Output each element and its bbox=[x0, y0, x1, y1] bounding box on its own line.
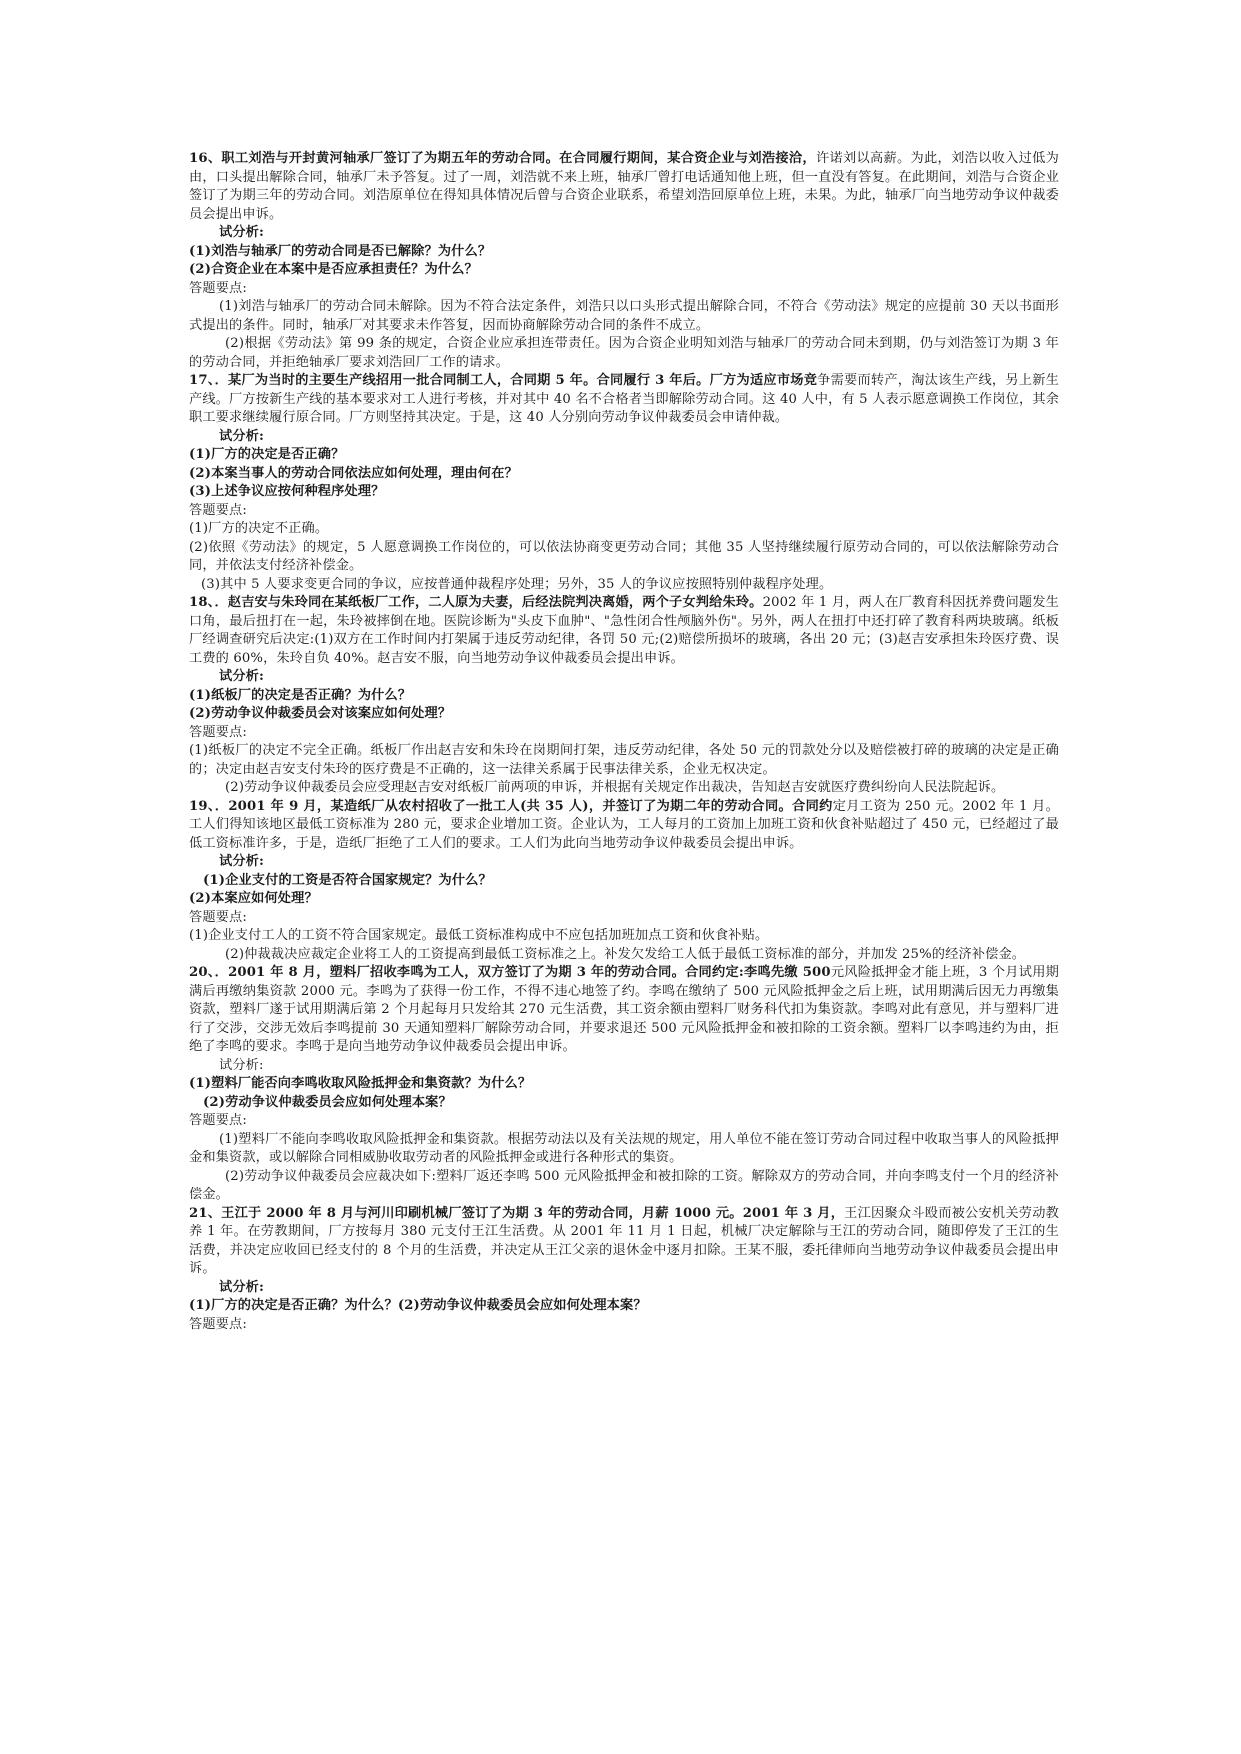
case-21-analysis-label: 试分析: bbox=[219, 1279, 265, 1295]
case-18-answer-2: (2)劳动争议仲裁委员会应受理赵吉安对纸板厂前两项的申诉，并根据有关规定作出裁决，告知赵吉安就医疗费纠纷向人民法院起诉。 bbox=[225, 780, 1005, 795]
case-21-answer-label: 答题要点: bbox=[189, 1316, 247, 1332]
case-16-answer-label: 答题要点: bbox=[189, 280, 247, 296]
case-20-question-1: (1)塑料厂能否向李鸣收取风险抵押金和集资款？为什么？ bbox=[189, 1076, 532, 1091]
case-16-question-1: (1)刘浩与轴承厂的劳动合同是否已解除？为什么？ bbox=[189, 243, 492, 259]
case-17-heading: 17、．某厂为当时的主要生产线招用一批合同制工人，合同期 5 年。合同履行 3 年后。厂方为适应市场竞 bbox=[189, 373, 818, 388]
case-17-answer-label: 答题要点: bbox=[189, 502, 247, 518]
case-17-answer-3: (3)其中 5 人要求变更合同的争议，应按普通仲裁程序处理；另外，35 人的争议应按照特别仲裁程序处理。 bbox=[201, 576, 833, 592]
case-18-question-2: (2)劳动争议仲裁委员会对该案应如何处理？ bbox=[189, 706, 452, 721]
case-17-question-1: (1)厂方的决定是否正确？ bbox=[189, 447, 345, 462]
case-17-statement bbox=[189, 372, 1059, 428]
case-20-answer-label: 答题要点: bbox=[189, 1113, 247, 1128]
case-18-analysis-label: 试分析: bbox=[219, 669, 265, 684]
case-16-answer-2: (2)根据《劳动法》第 99 条的规定，合资企业应承担连带责任。因为合资企业明知刘浩与轴承厂的劳动合同未到期，仍与刘浩签订为期 3 年的劳动合同，并拒绝轴承厂要求刘浩回厂工作的请求。 bbox=[189, 336, 1059, 370]
case-21-statement bbox=[189, 1205, 1059, 1279]
case-19-answer-2: (2)仲裁裁决应裁定企业将工人的工资提高到最低工资标准之上。补发欠发给工人低于最低工资标准的部分，并加发 25%的经济补偿金。 bbox=[225, 946, 1026, 962]
case-17-answer-1: (1)厂方的决定不正确。 bbox=[189, 521, 329, 536]
case-19-answer-1: (1)企业支付工人的工资不符合国家规定。最低工资标准构成中不应包括加班加点工资和伙食补贴。 bbox=[189, 928, 769, 943]
case-16-answer-1: (1)刘浩与轴承厂的劳动合同未解除。因为不符合法定条件，刘浩只以口头形式提出解除合同，不符合《劳动法》规定的应提前 30 天以书面形式提出的条件。同时，轴承厂对其要求未作答复，因而协商解除劳动合同的条件不成立。 bbox=[189, 299, 1059, 333]
case-18-question-1: (1)纸板厂的决定是否正确？为什么？ bbox=[189, 687, 412, 703]
case-20-answer-1: (1)塑料厂不能向李鸣收取风险抵押金和集资款。根据劳动法以及有关法规的规定，用人单位不能在签订劳动合同过程中收取当事人的风险抵押金和集资款，或以解除合同相威胁收取劳动者的风险抵押金或进行各种形式的集资。 bbox=[189, 1131, 1059, 1165]
case-21-heading: 21、王江于 2000 年 8 月与河川印刷机械厂签订了为期 3 年的劳动合同，月薪 1000 元。2001 年 3 月， bbox=[189, 1205, 845, 1221]
case-20-statement bbox=[189, 964, 1059, 1057]
case-20-heading: 20、．2001 年 8 月，塑料厂招收李鸣为工人，双方签订了为期 3 年的劳动合同。合同约定:李鸣先缴 500 bbox=[189, 965, 831, 980]
case-20-analysis-label: 试分析: bbox=[219, 1057, 264, 1073]
case-17-analysis-label: 试分析: bbox=[219, 428, 265, 444]
case-17-question-2: (2)本案当事人的劳动合同依法应如何处理，理由何在？ bbox=[189, 465, 518, 481]
case-17-answer-2: (2)依照《劳动法》的规定，5 人愿意调换工作岗位的，可以依法协商变更劳动合同；其他 35 人坚持继续履行原劳动合同的，可以依法解除劳动合同，并依法支付经济补偿金。 bbox=[189, 539, 1059, 573]
case-21-questions: (1)厂方的决定是否正确？为什么？(2)劳动争议仲裁委员会应如何处理本案？ bbox=[189, 1298, 647, 1313]
case-20-answer-2: (2)劳动争议仲裁委员会应裁决如下:塑料厂返还李鸣 500 元风险抵押金和被扣除的工资。解除双方的劳动合同，并向李鸣支付一个月的经济补偿金。 bbox=[189, 1168, 1059, 1202]
case-16-question-2: (2)合资企业在本案中是否应承担责任？为什么？ bbox=[189, 262, 478, 277]
document-page bbox=[189, 150, 1059, 1334]
case-19-answer-label: 答题要点: bbox=[189, 909, 247, 925]
case-18-body: 2002 年 1 月，两人在厂教育科因抚养费问题发生口角，最后扭打在一起，朱玲被摔倒在地。医院诊断为"头皮下血肿"、"急性闭合性颅脑外伤"。另外，两人在扭打中还打碎了教育科两块玻璃。纸板厂经调查研究后决定:(1)双方在工作时间内打架属于违反劳动纪律，各罚 50 元;(2)赔偿所损坏的玻璃，各出 20 元；(3)赵吉安承担朱玲医疗费、误工费的 60%，朱玲自负 40%。赵吉安不服，向当地劳动争议仲裁委员会提出申诉。 bbox=[189, 595, 1059, 666]
case-19-heading: 19、．2001 年 9 月，某造纸厂从农村招收了一批工人(共 35 人)，并签订了为期二年的劳动合同。合同约 bbox=[189, 798, 833, 814]
case-19-question-1: (1)企业支付的工资是否符合国家规定？为什么？ bbox=[203, 872, 492, 888]
case-19-analysis-label: 试分析: bbox=[219, 854, 265, 869]
case-16-analysis-label: 试分析: bbox=[219, 225, 265, 240]
case-20-body: 元风险抵押金才能上班，3 个月试用期满后再缴纳集资款 2000 元。李鸣为了获得一份工作，不得不违心地签了约。李鸣在缴纳了 500 元风险抵押金之后上班，试用期满后因无力再缴集资款，塑料厂遂于试用期满后第 2 个月起每月只发给其 270 元生活费，其工资余额由塑料厂财务科代扣为集资款。李鸣对此有意见，并与塑料厂进行了交涉，交涉无效后李鸣提前 30 天通知塑料厂解除劳动合同，并要求退还 500 元风险抵押金和被扣除的工资余额。塑料厂以李鸣违约为由，拒绝了李鸣的要求。李鸣于是向当地劳动争议仲裁委员会提出申诉。 bbox=[189, 965, 1059, 1054]
case-17-body: 争需要而转产，淘汰该生产线，另上新生产线。厂方按新生产线的基本要求对工人进行考核，并对其中 40 名不合格者当即解除劳动合同。这 40 人中，有 5 人表示愿意调换工作岗位，其余职工要求继续履行原合同。厂方则坚持其决定。于是，这 40 人分别向劳动争议仲裁委员会申请仲裁。 bbox=[189, 373, 1059, 425]
case-18-heading: 18、．赵吉安与朱玲同在某纸板厂工作，二人原为夫妻，后经法院判决离婚，两个子女判给朱玲。 bbox=[189, 595, 763, 610]
case-16-statement bbox=[189, 150, 1059, 224]
case-17-question-3: (3)上述争议应按何种程序处理？ bbox=[189, 484, 385, 499]
case-19-body: 定月工资为 250 元。2002 年 1 月。工人们得知该地区最低工资标准为 280 元，要求企业增加工资。企业认为，工人每月的工资加上加班工资和伙食补贴超过了 450 元，已经超过了最低工资标准许多，于是，造纸厂拒绝了工人们的要求。工人们为此向当地劳动争议仲裁委员会提出申诉。 bbox=[189, 798, 1060, 851]
case-18-statement bbox=[189, 594, 1059, 668]
case-20-question-2: (2)劳动争议仲裁委员会应如何处理本案？ bbox=[203, 1094, 452, 1110]
case-16-heading: 16、职工刘浩与开封黄河轴承厂签订了为期五年的劳动合同。在合同履行期间，某合资企业与刘浩接洽， bbox=[189, 151, 816, 166]
case-18-answer-label: 答题要点: bbox=[189, 724, 247, 740]
case-16-body: 许诺刘以高薪。为此，刘浩以收入过低为由，口头提出解除合同，轴承厂未予答复。过了一周，刘浩就不来上班，轴承厂曾打电话通知他上班，但一直没有答复。在此期间，刘浩与合资企业签订了为期三年的劳动合同。刘浩原单位在得知具体情况后曾与合资企业联系，希望刘浩回原单位上班，未果。为此，轴承厂向当地劳动争议仲裁委员会提出申诉。 bbox=[189, 151, 1060, 222]
case-18-answer-1: (1)纸板厂的决定不完全正确。纸板厂作出赵吉安和朱玲在岗期间打架，违反劳动纪律，各处 50 元的罚款处分以及赔偿被打碎的玻璃的决定是正确的；决定由赵吉安支付朱玲的医疗费是不正确的，这一法律关系属于民事法律关系，企业无权决定。 bbox=[189, 743, 1059, 777]
case-19-statement bbox=[189, 798, 1059, 854]
case-21-body: 王江因聚众斗殴而被公安机关劳动教养 1 年。在劳教期间，厂方按每月 380 元支付王江生活费。从 2001 年 11 月 1 日起，机械厂决定解除与王江的劳动合同，随即停发了王江的生活费，并决定应收回已经支付的 8 个月的生活费，并决定从王江父亲的退休金中逐月扣除。王某不服，委托律师向当地劳动争议仲裁委员会提出申诉。 bbox=[189, 1205, 1059, 1276]
case-19-question-2: (2)本案应如何处理？ bbox=[189, 891, 318, 906]
